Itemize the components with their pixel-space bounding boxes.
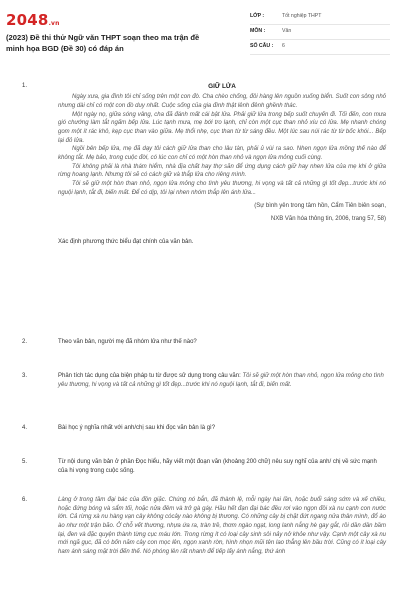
passage-source-publisher: NXB Văn hóa thông tin, 2006, trang 57, 58) [270, 216, 386, 223]
question-text: Bài học ý nghĩa nhất với anh/chị sau khi đọc văn bản là gì? [58, 425, 216, 431]
question-number: 5. [22, 459, 28, 465]
question-body [58, 372, 386, 389]
quoted-sentence: Tôi sẽ giữ một hòn than nhỏ, ngọn lửa mỏng cho tình yêu thương, hi vọng và tất cả những gì tốt đẹp...trước khi nó nguội lạnh, tắt đi, biến mất. [58, 373, 384, 388]
site-logo[interactable] [6, 10, 60, 32]
exam-meta [250, 10, 390, 55]
page-header [0, 0, 400, 68]
meta-row-subject [250, 25, 390, 40]
meta-row-count [250, 40, 390, 55]
question-number: 3. [22, 373, 28, 379]
question-text: Theo văn bản, người mẹ đã nhóm lửa như thế nào? [58, 339, 197, 345]
meta-value-count: 6 [282, 43, 285, 50]
question-text: Từ nội dung văn bản ở phần Đọc hiểu, hãy viết một đoạn văn (khoảng 200 chữ) nêu suy nghĩ của anh/ chị về sức mạnh của hi vọng trong cuộc sống. [58, 459, 377, 474]
passage-paragraph: Một ngày nọ, giữa sóng vâng, cha đã đánh mất cái bật lửa. Phải giữ lửa trong bếp suốt chuyến đi. Tối đến, con mưa gió chướng làm tắt ngấm bếp lửa. Lúc tạnh mưa, mẹ bới tro lạnh, chỉ còn một cục than nhỏ xíu có lửa. Mẹ nhanh chóng gom một ít rác khô, kẹp cục than vào giữa. Mẹ thổi nhẹ, cục than từ từ sáng đều. Một lúc sau núi rác từ từ bốc khói... Bếp lại đỏ lửa. [58, 111, 386, 144]
question-number: 6. [22, 497, 28, 503]
question-text: Xác định phương thức biểu đạt chính của văn bản. [58, 238, 194, 245]
meta-label-count: SỐ CÂU : [250, 43, 274, 50]
passage-paragraph: Tôi sẽ giữ một hòn than nhỏ, ngọn lửa mỏng cho tình yêu thương, hi vọng và tất cả những gì tốt đẹp...trước khi nó nguội lạnh, tắt đi, biến mất. Để có dịp, tôi lại nhen nhóm thắp lên ánh lửa... [58, 181, 386, 196]
passage-paragraph: Tôi không phải là nhà thám hiểm, nhà địa chất hay thợ săn để ứng dụng cách giữ hay nhen lửa của mẹ khi ở giữa rừng hoang lạnh. Nhưng tôi sẽ có cách giữ và thắp lửa cho riêng mình. [58, 163, 386, 179]
question-number: 4. [22, 425, 28, 431]
question-body [58, 82, 386, 247]
meta-value-subject[interactable]: Văn [282, 28, 292, 35]
question-number: 2. [22, 339, 28, 345]
question-number: 1. [22, 83, 28, 89]
passage-title: GIỮ LỬA [208, 83, 236, 90]
meta-label-subject: MÔN : [250, 28, 266, 35]
passage-source: (Sự bình yên trong tâm hồn, Cẩm Tiên biên soạn, [254, 202, 386, 209]
passage-paragraph: Ngồi bên bếp lửa, mẹ đã dạy tôi cách giữ lửa than cho lâu tàn, phải ủ vùi ra sao. Nhen ngọn lửa mồng thế nào để không tắt. Mẹ bảo, trong cuộc đời, có lúc con chỉ có một hòn than nhỏ và ngọn lửa mỏng cuối cùng. [58, 146, 386, 162]
page-title: (2023) Đề thi thử Ngữ văn THPT soạn theo ma trận đề minh họa BGD (Đề 30) có đáp án [6, 33, 200, 53]
meta-row-class [250, 10, 390, 25]
passage-paragraph: Ngày xưa, gia đình tôi chỉ sống trên một con đò. Cha chèo chống, đôi hàng lên nguồn xuống biển. Suốt con sông nhỏ nhưng dài chỉ có một con đò duy nhất. Cuộc sống của gia đình thật lênh đênh ghềnh thác. [58, 94, 386, 109]
meta-label-class: LỚP : [250, 13, 265, 20]
question-text: Phân tích tác dụng của biện pháp tu từ được sử dụng trong câu văn: [58, 373, 243, 379]
meta-value-class[interactable]: Tốt nghiệp THPT [282, 13, 322, 20]
question-passage: Làng ở trong tầm đại bác của đồn giặc. Chúng nó bắn, đã thành lệ, mỗi ngày hai lần, hoặc buổi sáng sớm và xế chiều, hoặc đứng bóng và sẩm tối, hoặc nửa đêm và trở gà gáy. Hầu hết đạn đại bác đều rơi vào ngọn đồi xà nu cạnh con nước lớn. Cả rừng xà nu hàng vạn cây không cócây nào không bị thương. Có những cây bị chặt đứt ngang nửa thân mình, đổ ào ào như một trận bão. Ở chỗ vết thương, nhựa ứa ra, tràn trề, thơm ngào ngạt, long lanh nắng hè gay gắt, rồi dần dần bầm lại, đen và đặc quyện thành từng cục máu lớn. Trong rừng ít có loại cây sinh sôi nảy nở khỏe như vậy. Cạnh một cây xà nu mới ngã gục, đã có bốn năm cây con mọc lên, ngọn xanh rờn, hình nhọn mũi tên lao thẳng lên bầu trời. Cũng có ít loại cây ham ánh sáng mặt trời đến thế. Nó phóng lên rất nhanh để tiếp lấy ánh nắng, thứ ánh [58, 497, 386, 556]
logo-suffix: .vn [48, 20, 60, 27]
logo-main: 2048 [6, 11, 49, 29]
